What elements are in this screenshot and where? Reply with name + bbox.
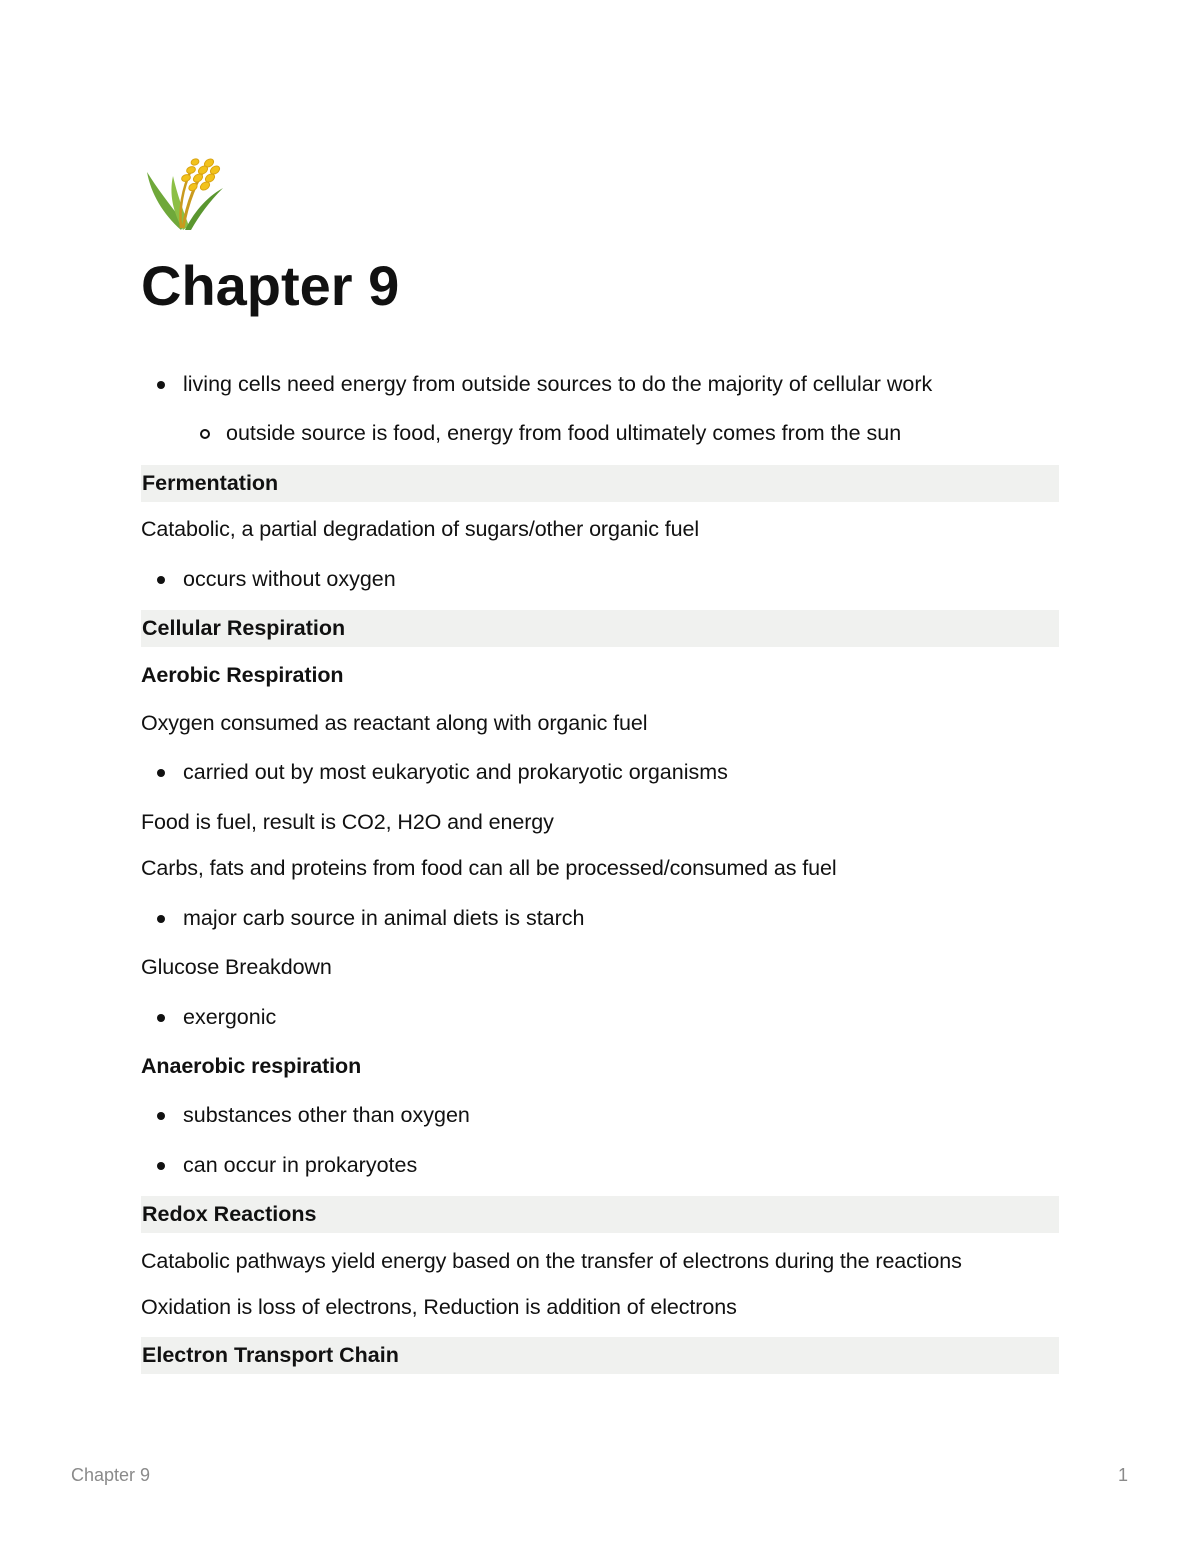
section-heading-cellular-respiration: Cellular Respiration bbox=[141, 610, 1059, 647]
paragraph: Catabolic pathways yield energy based on the transfer of electrons during the reactions bbox=[141, 1249, 962, 1273]
section-heading-redox: Redox Reactions bbox=[141, 1196, 1059, 1233]
list-item bbox=[141, 1150, 417, 1180]
bullet-dot-icon bbox=[157, 915, 165, 923]
bullet-dot-icon bbox=[157, 381, 165, 389]
list-item bbox=[141, 1100, 470, 1130]
section-heading-fermentation: Fermentation bbox=[141, 465, 1059, 502]
list-item-text: occurs without oxygen bbox=[183, 567, 396, 591]
list-item-text: can occur in prokaryotes bbox=[183, 1153, 418, 1177]
paragraph: Oxidation is loss of electrons, Reduction is addition of electrons bbox=[141, 1295, 737, 1319]
list-item-text: major carb source in animal diets is starch bbox=[183, 906, 585, 930]
list-item bbox=[141, 564, 396, 594]
sub-list-item bbox=[141, 418, 901, 448]
list-item-text: living cells need energy from outside sources to do the majority of cellular work bbox=[183, 372, 933, 396]
section-heading-etc: Electron Transport Chain bbox=[141, 1337, 1059, 1374]
paragraph: Food is fuel, result is CO2, H2O and energy bbox=[141, 810, 554, 834]
footer-page-number: 1 bbox=[1118, 1465, 1129, 1485]
list-item-text: substances other than oxygen bbox=[183, 1103, 470, 1127]
bullet-dot-icon bbox=[157, 1162, 165, 1170]
subheading-anaerobic: Anaerobic respiration bbox=[141, 1054, 362, 1078]
bullet-dot-icon bbox=[157, 1014, 165, 1022]
bullet-dot-icon bbox=[157, 576, 165, 584]
list-item-text: carried out by most eukaryotic and prokaryotic organisms bbox=[183, 760, 728, 784]
paragraph: Glucose Breakdown bbox=[141, 955, 332, 979]
list-item-text: exergonic bbox=[183, 1005, 277, 1029]
rice-sheaf-icon bbox=[143, 154, 227, 234]
subheading-aerobic: Aerobic Respiration bbox=[141, 663, 344, 687]
bullet-dot-icon bbox=[157, 1112, 165, 1120]
footer-doc-name: Chapter 9 bbox=[71, 1465, 151, 1485]
hollow-bullet-icon bbox=[200, 429, 210, 439]
paragraph: Oxygen consumed as reactant along with organic fuel bbox=[141, 711, 648, 735]
list-item bbox=[141, 903, 585, 933]
list-item bbox=[141, 1002, 276, 1032]
list-item bbox=[141, 369, 932, 399]
list-item-text: outside source is food, energy from food ultimately comes from the sun bbox=[226, 421, 902, 445]
bullet-dot-icon bbox=[157, 769, 165, 777]
page-title: Chapter 9 bbox=[141, 254, 400, 317]
paragraph: Carbs, fats and proteins from food can all be processed/consumed as fuel bbox=[141, 856, 837, 880]
list-item bbox=[141, 757, 728, 787]
paragraph: Catabolic, a partial degradation of sugars/other organic fuel bbox=[141, 517, 700, 541]
